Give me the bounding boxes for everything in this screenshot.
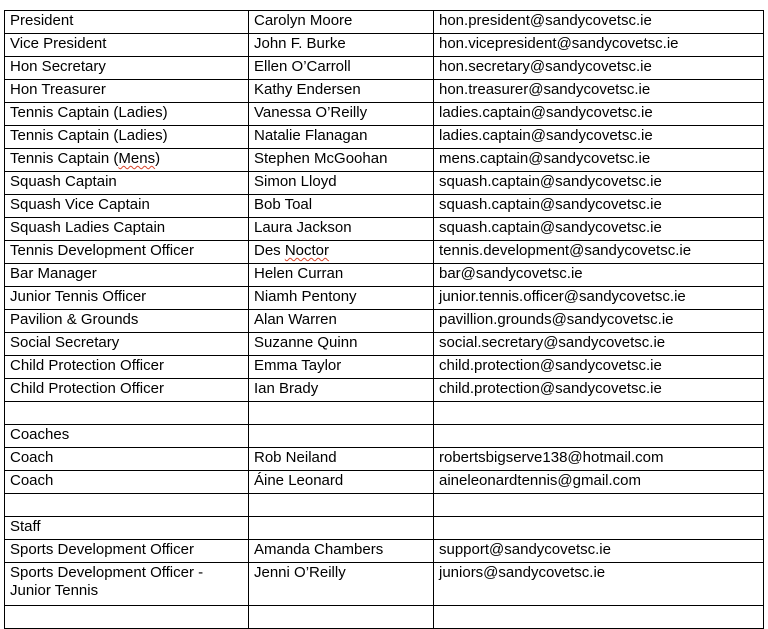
empty-cell <box>249 402 434 425</box>
table-row <box>5 540 764 563</box>
role-cell: Child Protection Officer <box>5 356 249 379</box>
name-cell <box>249 241 434 264</box>
table-row <box>5 172 764 195</box>
table-row <box>5 218 764 241</box>
role-cell: Pavilion & Grounds <box>5 310 249 333</box>
email-cell: ladies.captain@sandycovetsc.ie <box>434 103 764 126</box>
name-cell: Rob Neiland <box>249 448 434 471</box>
name-cell: Ellen O’Carroll <box>249 57 434 80</box>
email-cell: squash.captain@sandycovetsc.ie <box>434 172 764 195</box>
name-cell: Vanessa O’Reilly <box>249 103 434 126</box>
email-cell: bar@sandycovetsc.ie <box>434 264 764 287</box>
coaches-heading: Coaches <box>5 425 249 448</box>
empty-cell <box>5 494 249 517</box>
empty-cell <box>249 494 434 517</box>
table-row <box>5 195 764 218</box>
empty-cell <box>434 425 764 448</box>
empty-cell <box>434 517 764 540</box>
table-row <box>5 103 764 126</box>
role-cell: Vice President <box>5 34 249 57</box>
contacts-table <box>4 10 764 629</box>
email-cell: hon.president@sandycovetsc.ie <box>434 11 764 34</box>
role-cell: Coach <box>5 448 249 471</box>
name-text-prefix: Des <box>254 242 285 259</box>
table-row <box>5 80 764 103</box>
table-row <box>5 287 764 310</box>
table-row <box>5 34 764 57</box>
role-cell: Coach <box>5 471 249 494</box>
email-cell: support@sandycovetsc.ie <box>434 540 764 563</box>
blank-row <box>5 494 764 517</box>
role-text-prefix: Tennis Captain ( <box>10 150 119 167</box>
email-cell: squash.captain@sandycovetsc.ie <box>434 195 764 218</box>
email-cell: pavillion.grounds@sandycovetsc.ie <box>434 310 764 333</box>
email-cell: ladies.captain@sandycovetsc.ie <box>434 126 764 149</box>
table-row <box>5 310 764 333</box>
table-row <box>5 57 764 80</box>
role-cell: Tennis Captain (Ladies) <box>5 126 249 149</box>
email-cell: child.protection@sandycovetsc.ie <box>434 356 764 379</box>
table-row <box>5 264 764 287</box>
email-cell: hon.treasurer@sandycovetsc.ie <box>434 80 764 103</box>
name-cell: Natalie Flanagan <box>249 126 434 149</box>
email-cell: mens.captain@sandycovetsc.ie <box>434 149 764 172</box>
name-cell: Simon Lloyd <box>249 172 434 195</box>
role-cell: Hon Secretary <box>5 57 249 80</box>
name-cell: Jenni O’Reilly <box>249 563 434 606</box>
email-cell: child.protection@sandycovetsc.ie <box>434 379 764 402</box>
table-row <box>5 333 764 356</box>
name-cell: Ian Brady <box>249 379 434 402</box>
spellcheck-flagged-word[interactable]: Mens <box>118 150 156 167</box>
table-row <box>5 471 764 494</box>
empty-cell <box>249 425 434 448</box>
role-cell: Tennis Development Officer <box>5 241 249 264</box>
role-cell: Bar Manager <box>5 264 249 287</box>
role-cell: Sports Development Officer - Junior Tennis <box>5 563 249 606</box>
email-cell: squash.captain@sandycovetsc.ie <box>434 218 764 241</box>
role-cell: Sports Development Officer <box>5 540 249 563</box>
role-cell: Squash Captain <box>5 172 249 195</box>
role-cell: Squash Vice Captain <box>5 195 249 218</box>
table-row <box>5 356 764 379</box>
role-cell <box>5 149 249 172</box>
spellcheck-flagged-word[interactable]: Noctor <box>284 242 330 259</box>
table-row <box>5 149 764 172</box>
table-row <box>5 448 764 471</box>
empty-cell <box>249 517 434 540</box>
name-cell: Alan Warren <box>249 310 434 333</box>
table-row <box>5 241 764 264</box>
role-cell: President <box>5 11 249 34</box>
empty-cell <box>434 494 764 517</box>
email-cell: tennis.development@sandycovetsc.ie <box>434 241 764 264</box>
name-cell: Kathy Endersen <box>249 80 434 103</box>
name-cell: Helen Curran <box>249 264 434 287</box>
email-cell: hon.secretary@sandycovetsc.ie <box>434 57 764 80</box>
email-cell: social.secretary@sandycovetsc.ie <box>434 333 764 356</box>
name-cell: Áine Leonard <box>249 471 434 494</box>
email-cell: juniors@sandycovetsc.ie <box>434 563 764 606</box>
email-cell: junior.tennis.officer@sandycovetsc.ie <box>434 287 764 310</box>
name-cell: Amanda Chambers <box>249 540 434 563</box>
empty-cell <box>5 402 249 425</box>
staff-heading: Staff <box>5 517 249 540</box>
role-cell: Social Secretary <box>5 333 249 356</box>
table-row <box>5 126 764 149</box>
empty-cell <box>434 402 764 425</box>
role-cell: Child Protection Officer <box>5 379 249 402</box>
name-cell: Bob Toal <box>249 195 434 218</box>
blank-row <box>5 402 764 425</box>
role-cell: Squash Ladies Captain <box>5 218 249 241</box>
email-cell: hon.vicepresident@sandycovetsc.ie <box>434 34 764 57</box>
section-heading-row <box>5 517 764 540</box>
name-cell: Niamh Pentony <box>249 287 434 310</box>
name-cell: Laura Jackson <box>249 218 434 241</box>
role-cell: Hon Treasurer <box>5 80 249 103</box>
name-cell: Carolyn Moore <box>249 11 434 34</box>
name-cell: Emma Taylor <box>249 356 434 379</box>
section-heading-row <box>5 425 764 448</box>
table-row <box>5 379 764 402</box>
email-cell: aineleonardtennis@gmail.com <box>434 471 764 494</box>
table-row <box>5 563 764 606</box>
name-cell: Stephen McGoohan <box>249 149 434 172</box>
email-cell: robertsbigserve138@hotmail.com <box>434 448 764 471</box>
table-row <box>5 11 764 34</box>
role-text-suffix: ) <box>155 150 161 167</box>
name-cell: John F. Burke <box>249 34 434 57</box>
role-cell: Tennis Captain (Ladies) <box>5 103 249 126</box>
role-cell: Junior Tennis Officer <box>5 287 249 310</box>
name-cell: Suzanne Quinn <box>249 333 434 356</box>
